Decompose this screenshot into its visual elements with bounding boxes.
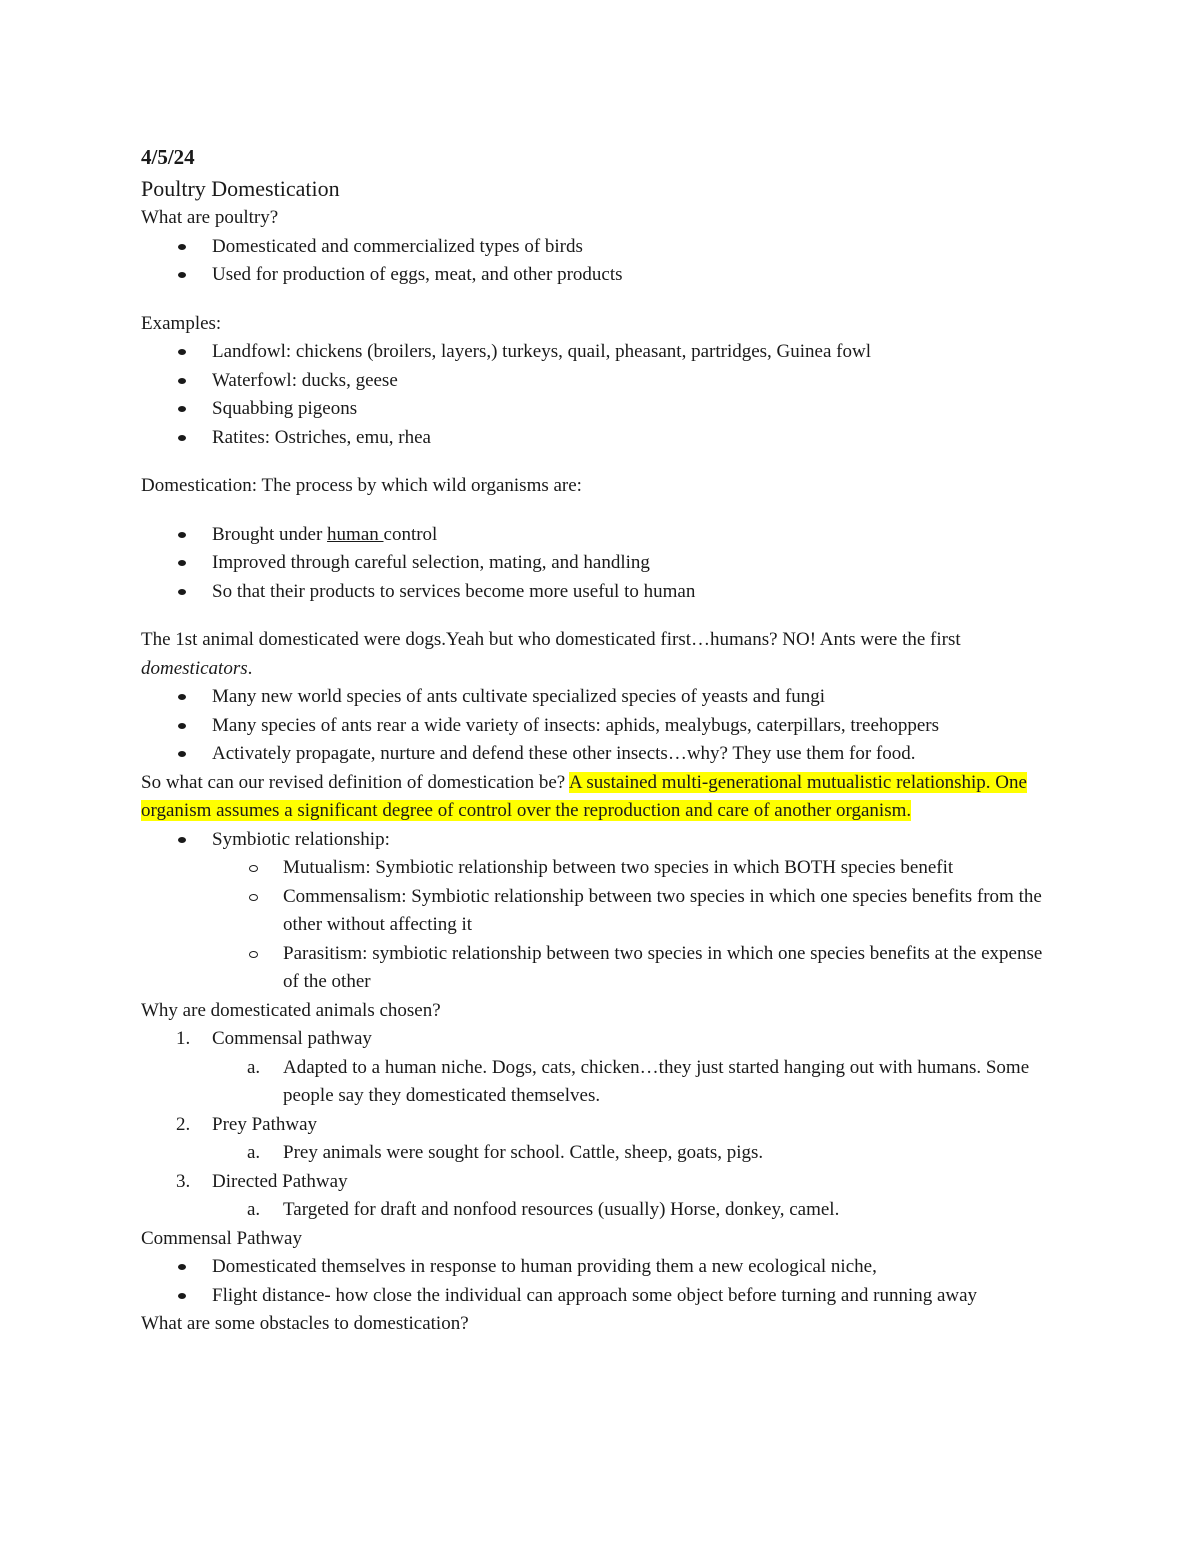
item-text: Prey animals were sought for school. Cattle, sheep, goats, pigs.	[283, 1142, 764, 1163]
list-item: Flight distance- how close the individual can approach some object before turning and running away	[141, 1282, 1061, 1311]
pathways-list	[141, 1025, 1061, 1225]
numbered-item	[141, 1168, 1061, 1197]
underlined-word: human	[327, 523, 384, 545]
lettered-item	[141, 1054, 1061, 1111]
list-item: Improved through careful selection, mating, and handling	[141, 549, 1061, 578]
ants-intro	[141, 626, 1061, 683]
text-segment: The 1st animal domesticated were dogs.Yeah but who domesticated first…humans? NO! Ants were the first	[141, 629, 961, 650]
list-item: Domesticated and commercialized types of birds	[141, 233, 1061, 262]
list-item: Symbiotic relationship:	[141, 826, 1061, 855]
sub-list-item: Parasitism: symbiotic relationship between two species in which one species benefits at the expense of the other	[141, 940, 1061, 997]
item-number: 3.	[176, 1170, 191, 1192]
examples-list	[141, 338, 1061, 452]
item-label: Commensal pathway	[212, 1028, 372, 1049]
item-text: Targeted for draft and nonfood resources (usually) Horse, donkey, camel.	[283, 1199, 840, 1220]
italic-term: domesticators	[141, 657, 248, 679]
page-title: Poultry Domestication	[141, 176, 340, 201]
highlighted-definition: A sustained multi-generational mutualistic relationship. One organism assumes a significant degree of control over the reproduction and care of another organism.	[141, 771, 1027, 821]
numbered-item	[141, 1025, 1061, 1054]
list-item: Used for production of eggs, meat, and other products	[141, 261, 1061, 290]
lettered-item	[141, 1139, 1061, 1168]
symbiotic-list	[141, 826, 1061, 997]
domestication-list	[141, 521, 1061, 607]
list-item: Squabbing pigeons	[141, 395, 1061, 424]
revised-definition	[141, 769, 1061, 826]
commensal-list	[141, 1253, 1061, 1310]
list-item: So that their products to services become more useful to human	[141, 578, 1061, 607]
sub-list-item: Commensalism: Symbiotic relationship between two species in which one species benefits from the other without affecting it	[141, 883, 1061, 940]
sub-list-item: Mutualism: Symbiotic relationship between two species in which BOTH species benefit	[141, 854, 1061, 883]
examples-heading: Examples:	[141, 312, 222, 334]
pathways-question: Why are domesticated animals chosen?	[141, 999, 441, 1021]
document-page	[141, 140, 1061, 1339]
item-letter: a.	[247, 1199, 261, 1220]
item-label: Directed Pathway	[212, 1170, 348, 1192]
list-item: Landfowl: chickens (broilers, layers,) turkeys, quail, pheasant, partridges, Guinea fowl	[141, 338, 1061, 367]
obstacles-question: What are some obstacles to domestication?	[141, 1313, 469, 1334]
item-number: 1.	[176, 1028, 191, 1049]
item-letter: a.	[247, 1142, 261, 1163]
text-segment: .	[247, 657, 253, 679]
text-segment: Brought under	[212, 523, 328, 545]
list-item: Activately propagate, nurture and defend these other insects…why? They use them for food.	[141, 740, 1061, 769]
list-item: Domesticated themselves in response to human providing them a new ecological niche,	[141, 1253, 1061, 1282]
commensal-heading: Commensal Pathway	[141, 1227, 302, 1249]
item-number: 2.	[176, 1113, 191, 1135]
list-item: Ratites: Ostriches, emu, rhea	[141, 424, 1061, 453]
poultry-list	[141, 233, 1061, 290]
item-label: Prey Pathway	[212, 1113, 318, 1135]
numbered-item	[141, 1111, 1061, 1140]
item-text: Adapted to a human niche. Dogs, cats, chicken…they just started hanging out with humans. Some people say they domesticated themselves.	[283, 1056, 1030, 1106]
ants-list	[141, 683, 1061, 769]
item-letter: a.	[247, 1056, 261, 1078]
list-item: Many new world species of ants cultivate specialized species of yeasts and fungi	[141, 683, 1061, 712]
list-item: Many species of ants rear a wide variety of insects: aphids, mealybugs, caterpillars, treehoppers	[141, 712, 1061, 741]
text-segment: So what can our revised definition of domestication be?	[141, 771, 569, 793]
date-heading: 4/5/24	[141, 145, 195, 169]
poultry-question: What are poultry?	[141, 207, 279, 228]
list-item: Waterfowl: ducks, geese	[141, 367, 1061, 396]
list-item	[141, 521, 1061, 550]
text-segment: control	[383, 523, 438, 545]
domestication-definition: Domestication: The process by which wild organisms are:	[141, 475, 582, 496]
lettered-item	[141, 1196, 1061, 1225]
